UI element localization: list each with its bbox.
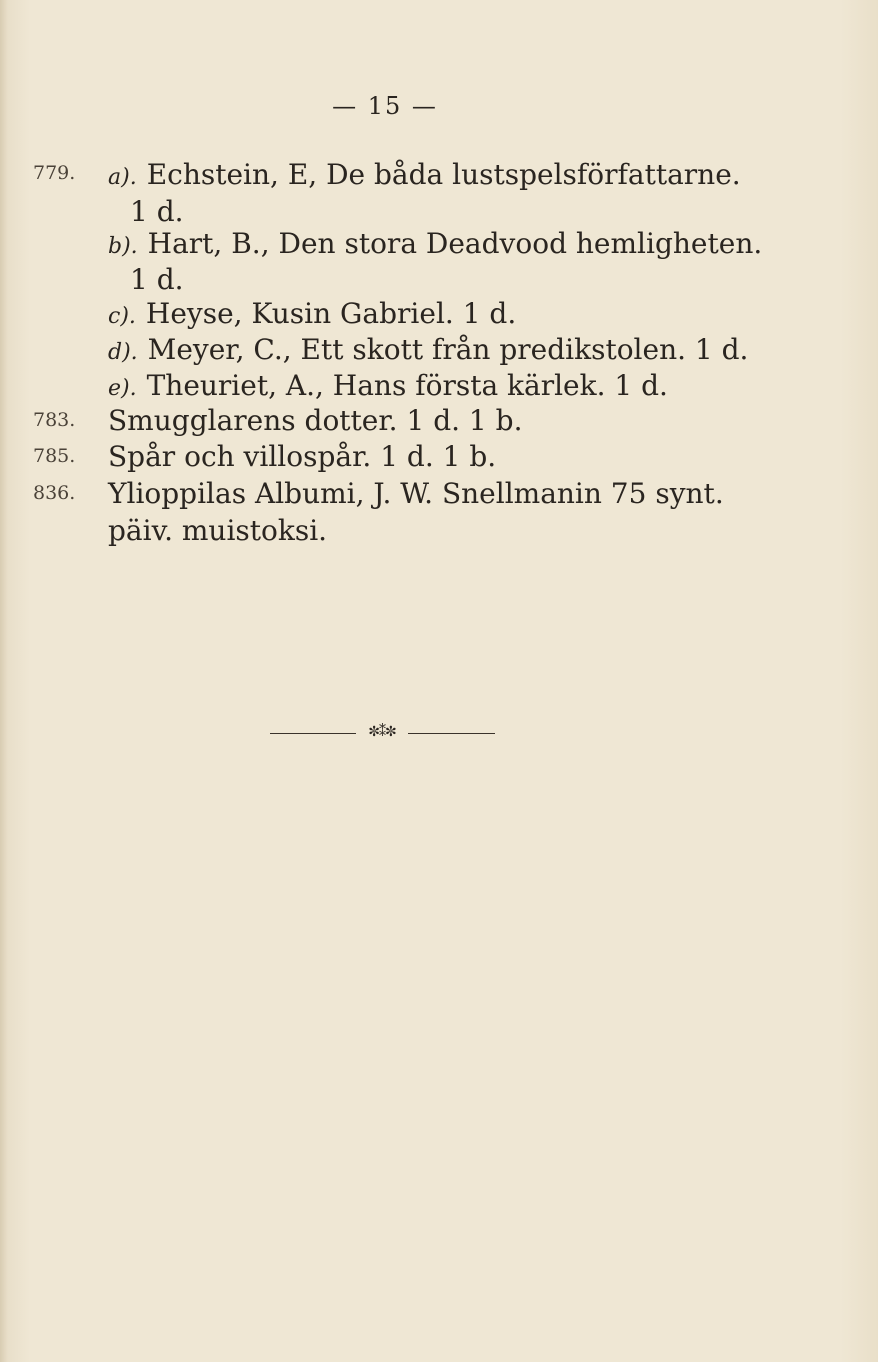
ornament-rule-right [408,733,495,734]
entry-line [108,369,668,402]
sub-label: d). [108,340,138,365]
entry-continuation: 1 d. [130,195,184,228]
entry-number: 779. [33,162,76,184]
sub-label: b). [108,234,138,259]
section-ornament [270,724,495,741]
page-edge [0,0,8,1362]
sub-label: a). [108,165,137,190]
sub-label: c). [108,304,136,329]
entry-text: Ylioppilas Albumi, J. W. Snellmanin 75 synt. [108,477,724,510]
entry-number: 783. [33,409,76,431]
entry-text: Hart, B., Den stora Deadvood hemligheten. [147,227,763,260]
page-number: — 15 — [332,92,438,120]
entry-number: 785. [33,445,76,467]
entry-text: Smugglarens dotter. 1 d. 1 b. [108,404,523,437]
entry-continuation: 1 d. [130,263,184,296]
entry-line [108,297,517,330]
entry-continuation: päiv. muistoksi. [108,514,328,547]
entry-text: Meyer, C., Ett skott från predikstolen. 1 d. [147,333,749,366]
entry-text: Theuriet, A., Hans första kärlek. 1 d. [146,369,668,402]
sub-label: e). [108,376,137,401]
entry-text: Spår och villospår. 1 d. 1 b. [108,440,497,473]
entry-line [108,158,741,191]
ornament-glyph: ✼⁑✼ [368,724,396,740]
entry-line [108,227,763,260]
entry-number: 836. [33,482,76,504]
entry-line [108,333,749,366]
entry-text: Heyse, Kusin Gabriel. 1 d. [145,297,517,330]
ornament-rule-left [270,733,356,734]
entry-text: Echstein, E, De båda lustspelsförfattarne. [146,158,741,191]
